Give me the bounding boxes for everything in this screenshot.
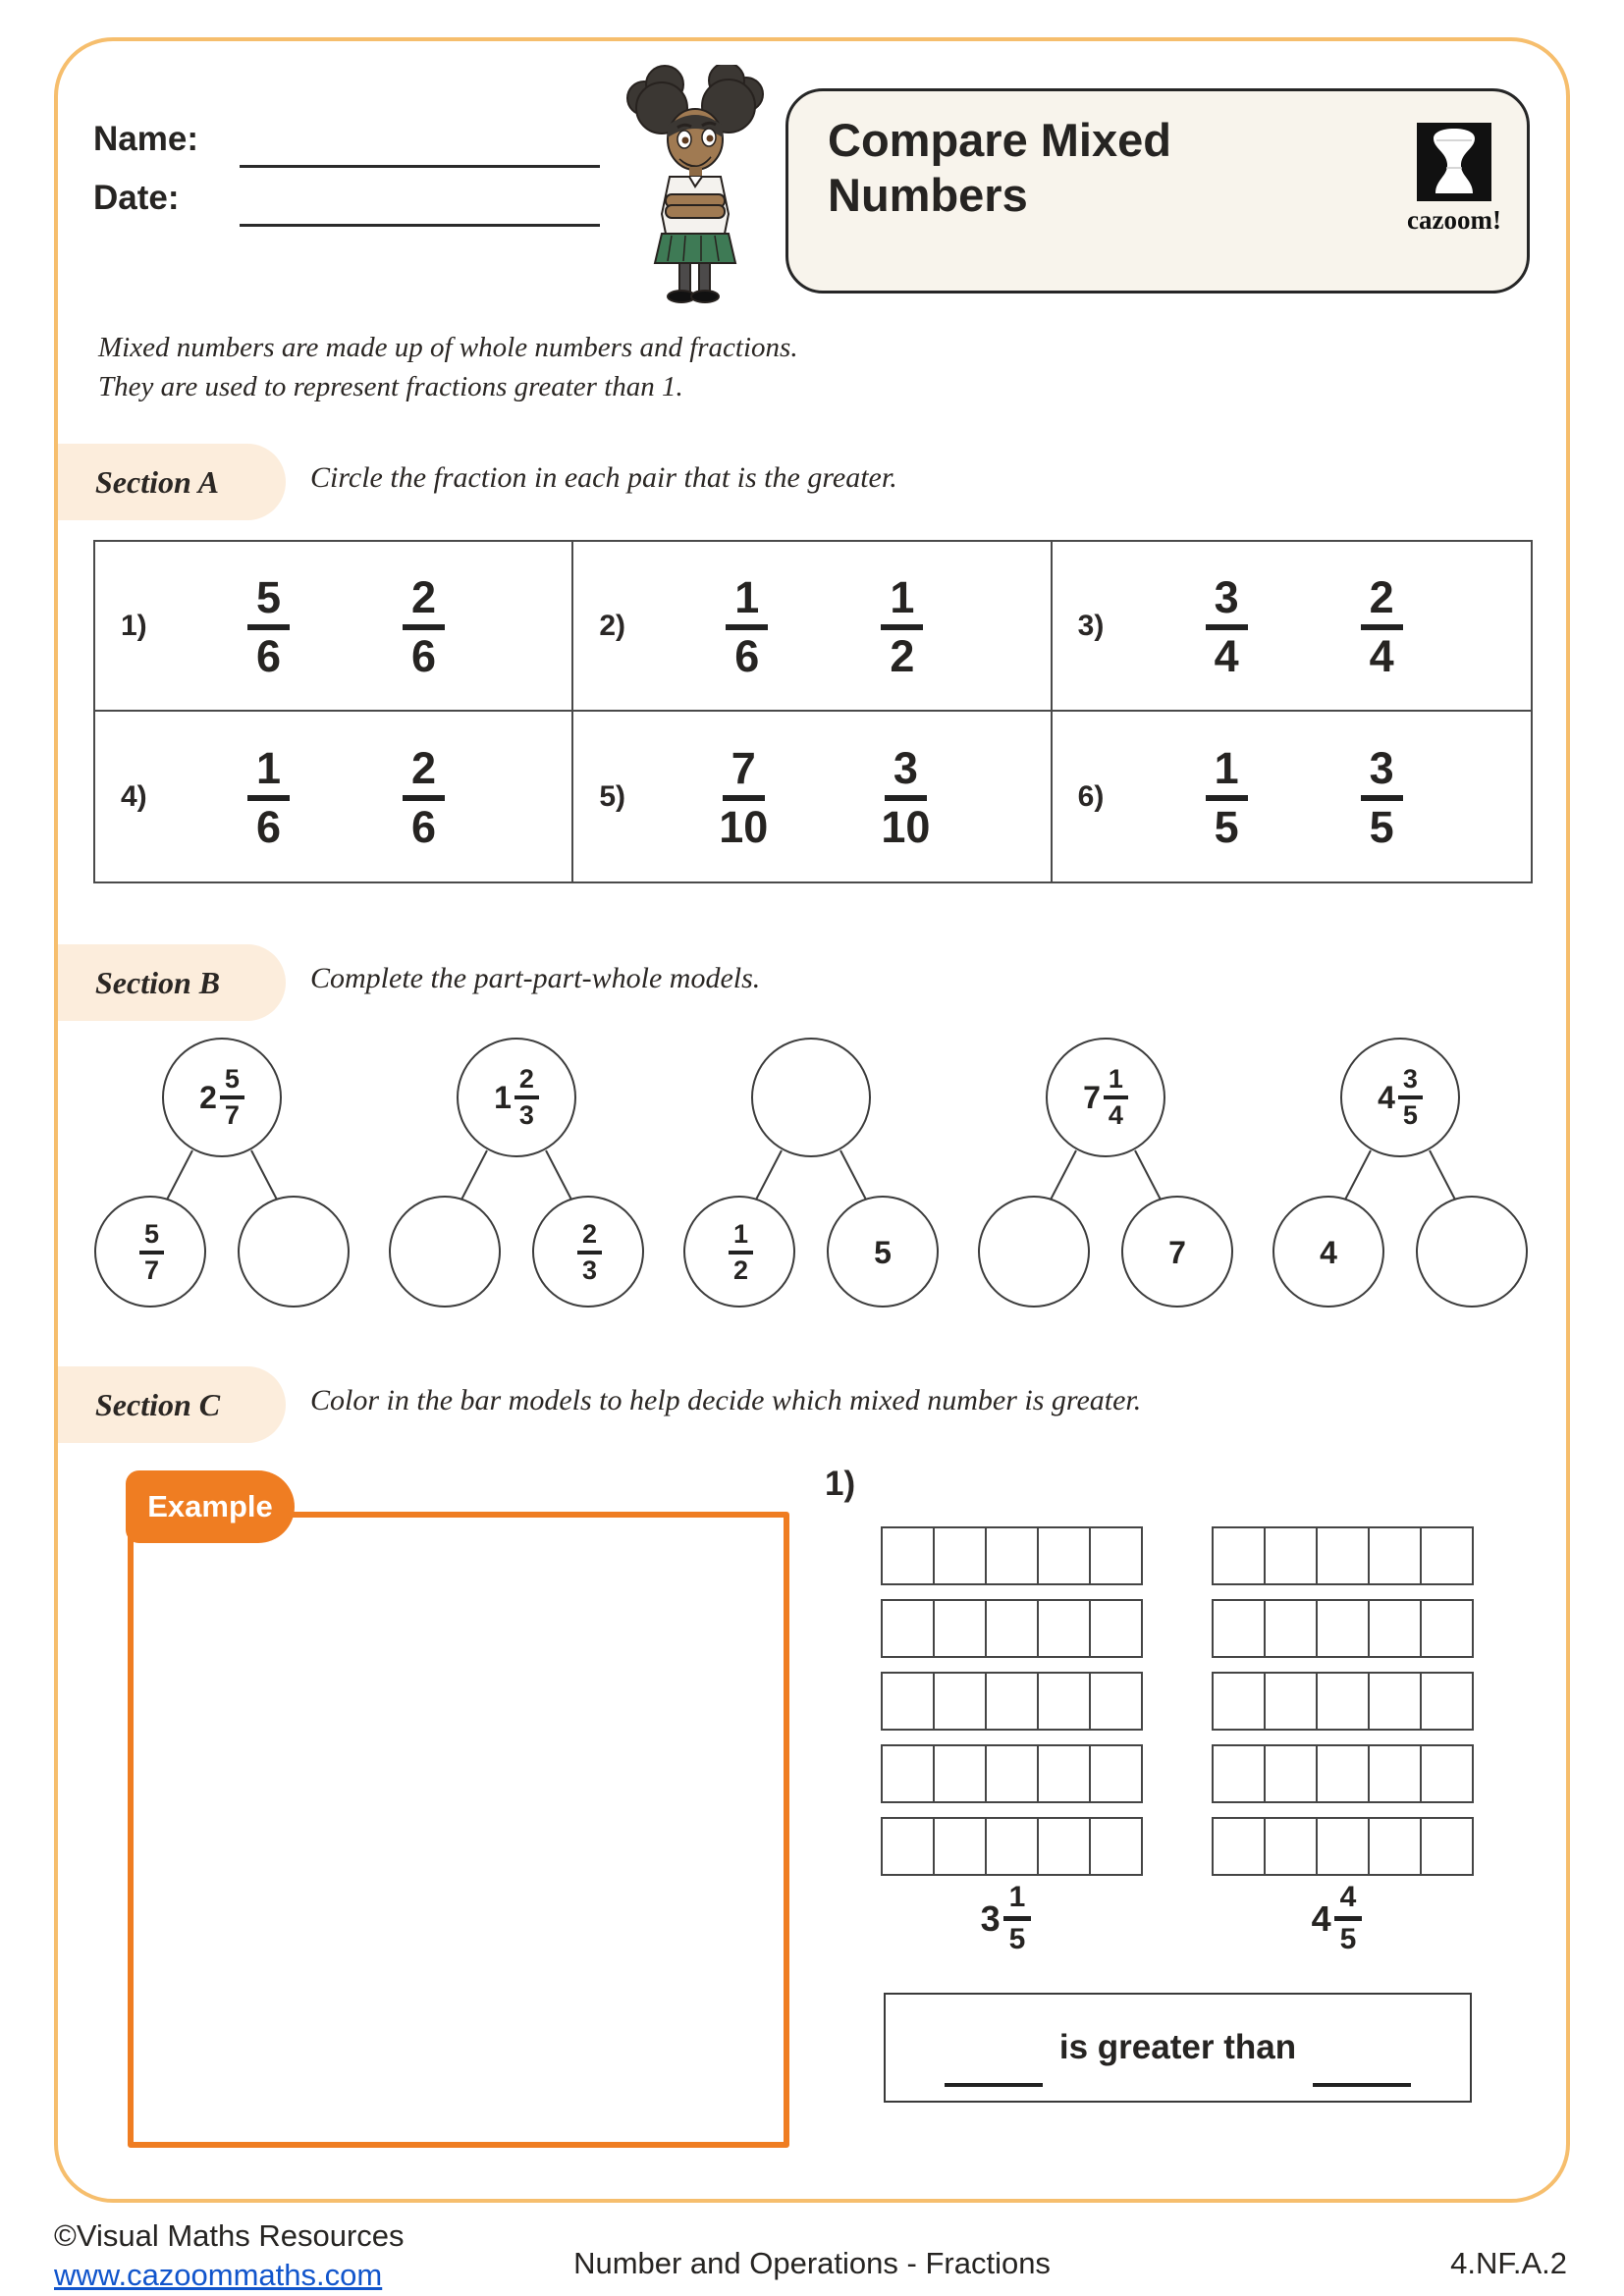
bar-cell-empty[interactable] [985, 1526, 1039, 1585]
cazoom-logo [1407, 123, 1501, 242]
fraction-option[interactable]: $\frac{2}{6}$ [400, 574, 445, 678]
example-box [128, 1512, 789, 2148]
bar-cell-empty[interactable] [1264, 1817, 1318, 1876]
problem-number: 4) [121, 779, 147, 813]
bar-cell-empty[interactable] [881, 1817, 935, 1876]
fraction-option[interactable]: $\frac{3}{4}$ [1203, 574, 1248, 678]
bar-cell-empty[interactable] [1316, 1672, 1370, 1731]
problem-number: 6) [1077, 779, 1105, 813]
problem-number: 5) [599, 779, 626, 813]
ppw-whole-blank[interactable] [732, 1056, 890, 1139]
problem1-bar-model-left [881, 1526, 1143, 1876]
ppw-part-right-blank[interactable] [1417, 1213, 1527, 1292]
ppw-part-right: 5 [874, 1234, 892, 1270]
section-b-label: Section B [95, 964, 221, 1000]
section-a-pill [58, 444, 286, 520]
ppw-part-left-blank[interactable] [390, 1213, 500, 1292]
bar-model-row [1212, 1744, 1474, 1803]
bar-cell-empty[interactable] [1089, 1526, 1143, 1585]
example-tab [126, 1470, 295, 1543]
section-c-pill [58, 1366, 286, 1443]
section-a-instruction: Circle the fraction in each pair that is the greater. [310, 461, 897, 494]
bar-cell-empty[interactable] [1368, 1599, 1422, 1658]
bar-cell-empty[interactable] [1212, 1672, 1266, 1731]
bar-cell-empty[interactable] [1316, 1599, 1370, 1658]
bar-cell-empty[interactable] [1212, 1744, 1266, 1803]
bar-cell-empty[interactable] [1420, 1672, 1474, 1731]
title-box [785, 88, 1530, 294]
bar-cell-empty[interactable] [1212, 1526, 1266, 1585]
bar-cell-empty[interactable] [1420, 1744, 1474, 1803]
bar-cell-empty[interactable] [985, 1599, 1039, 1658]
fraction-option[interactable]: $\frac{3}{10}$ [881, 742, 931, 852]
ppw-part-left: $\frac{1}{2}$ [684, 1213, 794, 1292]
bar-cell-empty[interactable] [1212, 1599, 1266, 1658]
name-label: Name: [93, 120, 198, 158]
bar-cell-empty[interactable] [881, 1744, 935, 1803]
bar-cell-empty[interactable] [1264, 1599, 1318, 1658]
problem1-left-value: 3 $\frac{1}{5}$ [881, 1883, 1131, 1954]
bar-cell-empty[interactable] [1368, 1817, 1422, 1876]
fraction-option[interactable]: $\frac{1}{2}$ [878, 574, 923, 678]
problem1-answer-blank-right[interactable] [1313, 2083, 1411, 2087]
footer-copyright: ©Visual Maths Resources [54, 2218, 405, 2253]
problem1-answer-text: is greater than [1058, 2028, 1297, 2066]
bar-model-row [1212, 1526, 1474, 1585]
bar-model-row [881, 1672, 1143, 1731]
section-b-instruction: Complete the part-part-whole models. [310, 962, 761, 994]
bar-cell-empty[interactable] [1368, 1672, 1422, 1731]
bar-cell-empty[interactable] [1368, 1526, 1422, 1585]
ppw-part-right: 7 [1168, 1234, 1186, 1270]
ppw-part-left-blank[interactable] [979, 1213, 1089, 1292]
ppw-whole-value: 7 $\frac{1}{4}$ [1027, 1056, 1184, 1139]
section-a-cell-6 [1053, 712, 1531, 881]
bar-model-row [1212, 1599, 1474, 1658]
problem1-answer-box [884, 1993, 1472, 2103]
bar-cell-empty[interactable] [1420, 1526, 1474, 1585]
problem-number: 1) [121, 609, 147, 642]
bar-cell-empty[interactable] [881, 1526, 935, 1585]
bar-cell-empty[interactable] [1264, 1526, 1318, 1585]
section-a-cell-2 [573, 542, 1052, 712]
date-label: Date: [93, 179, 180, 217]
ppw-model-1 [79, 1021, 365, 1320]
page-title: Compare Mixed Numbers [828, 114, 1171, 221]
bar-model-row [881, 1526, 1143, 1585]
bar-cell-empty[interactable] [1037, 1672, 1091, 1731]
fraction-option[interactable]: $\frac{1}{5}$ [1203, 745, 1248, 849]
intro-line-2: They are used to represent fractions greater than 1. [98, 371, 683, 402]
problem-1-number: 1) [825, 1465, 856, 1503]
problem1-bar-model-right [1212, 1526, 1474, 1876]
section-a-cell-4 [95, 712, 573, 881]
name-blank-line[interactable] [240, 165, 600, 168]
bar-cell-empty[interactable] [1264, 1672, 1318, 1731]
bar-cell-empty[interactable] [881, 1599, 935, 1658]
bar-cell-empty[interactable] [1368, 1744, 1422, 1803]
problem1-answer-blank-left[interactable] [945, 2083, 1043, 2087]
bar-cell-empty[interactable] [985, 1672, 1039, 1731]
section-a-cell-5 [573, 712, 1052, 881]
intro-text [98, 328, 798, 406]
footer-website-link[interactable]: www.cazoommaths.com [54, 2258, 383, 2292]
section-c-label: Section C [95, 1386, 221, 1422]
section-a-cell-1 [95, 542, 573, 712]
ppw-part-right: $\frac{2}{3}$ [533, 1213, 643, 1292]
bar-cell-empty[interactable] [933, 1599, 987, 1658]
bar-cell-empty[interactable] [985, 1744, 1039, 1803]
bar-cell-empty[interactable] [1264, 1744, 1318, 1803]
section-b-pill [58, 944, 286, 1021]
example-tab-label: Example [147, 1489, 273, 1523]
bar-cell-empty[interactable] [1316, 1744, 1370, 1803]
bar-model-row [881, 1744, 1143, 1803]
problem-number: 2) [599, 609, 626, 642]
bar-cell-empty[interactable] [1212, 1817, 1266, 1876]
bar-cell-empty[interactable] [1089, 1672, 1143, 1731]
cazoom-logo-text: cazoom! [1407, 205, 1501, 235]
bar-cell-empty[interactable] [1037, 1526, 1091, 1585]
ppw-model-4 [962, 1021, 1249, 1320]
bar-model-row [1212, 1672, 1474, 1731]
part-part-whole-models [79, 1021, 1543, 1323]
bar-model-row [881, 1599, 1143, 1658]
fraction-option[interactable]: $\frac{2}{6}$ [400, 745, 445, 849]
fraction-option[interactable]: $\frac{1}{6}$ [244, 745, 290, 849]
ppw-model-5 [1257, 1021, 1543, 1320]
ppw-part-right-blank[interactable] [239, 1213, 349, 1292]
bar-cell-empty[interactable] [933, 1817, 987, 1876]
ppw-whole-value: 1 $\frac{2}{3}$ [438, 1056, 595, 1139]
bar-model-row [1212, 1817, 1474, 1876]
section-c-instruction: Color in the bar models to help decide which mixed number is greater. [310, 1384, 1142, 1416]
bar-model-row [881, 1817, 1143, 1876]
cazoom-logo-icon [1407, 123, 1501, 205]
footer-standard-code: 4.NF.A.2 [1450, 2246, 1567, 2280]
ppw-part-left: 4 [1320, 1234, 1337, 1270]
bar-cell-empty[interactable] [985, 1817, 1039, 1876]
ppw-model-3 [668, 1021, 954, 1320]
section-a-cell-3 [1053, 542, 1531, 712]
bar-cell-empty[interactable] [1037, 1744, 1091, 1803]
bar-cell-empty[interactable] [1037, 1599, 1091, 1658]
section-a-table [93, 540, 1533, 883]
bar-cell-empty[interactable] [881, 1672, 935, 1731]
fraction-option[interactable]: $\frac{5}{6}$ [244, 574, 290, 678]
bar-cell-empty[interactable] [1089, 1817, 1143, 1876]
bar-cell-empty[interactable] [1420, 1817, 1474, 1876]
intro-line-1: Mixed numbers are made up of whole numbers and fractions. [98, 332, 798, 363]
ppw-whole-value: 4 $\frac{3}{5}$ [1322, 1056, 1479, 1139]
bar-cell-empty[interactable] [933, 1526, 987, 1585]
bar-cell-empty[interactable] [933, 1672, 987, 1731]
ppw-part-left: $\frac{5}{7}$ [95, 1213, 205, 1292]
bar-cell-empty[interactable] [933, 1744, 987, 1803]
bar-cell-empty[interactable] [1316, 1817, 1370, 1876]
fraction-option[interactable]: $\frac{1}{6}$ [723, 574, 768, 678]
student-character-illustration [611, 65, 780, 304]
fraction-option[interactable]: $\frac{7}{10}$ [719, 742, 769, 852]
fraction-option[interactable]: $\frac{2}{4}$ [1358, 574, 1403, 678]
problem-number: 3) [1077, 609, 1105, 642]
bar-cell-empty[interactable] [1420, 1599, 1474, 1658]
bar-cell-empty[interactable] [1089, 1744, 1143, 1803]
fraction-option[interactable]: $\frac{3}{5}$ [1358, 745, 1403, 849]
section-a-label: Section A [95, 463, 219, 500]
date-blank-line[interactable] [240, 224, 600, 227]
footer-topic: Number and Operations - Fractions [573, 2246, 1051, 2280]
bar-cell-empty[interactable] [1316, 1526, 1370, 1585]
bar-cell-empty[interactable] [1089, 1599, 1143, 1658]
ppw-whole-value: 2 $\frac{5}{7}$ [143, 1056, 300, 1139]
ppw-model-2 [373, 1021, 660, 1320]
bar-cell-empty[interactable] [1037, 1817, 1091, 1876]
problem1-right-value: 4 $\frac{4}{5}$ [1212, 1883, 1462, 1954]
